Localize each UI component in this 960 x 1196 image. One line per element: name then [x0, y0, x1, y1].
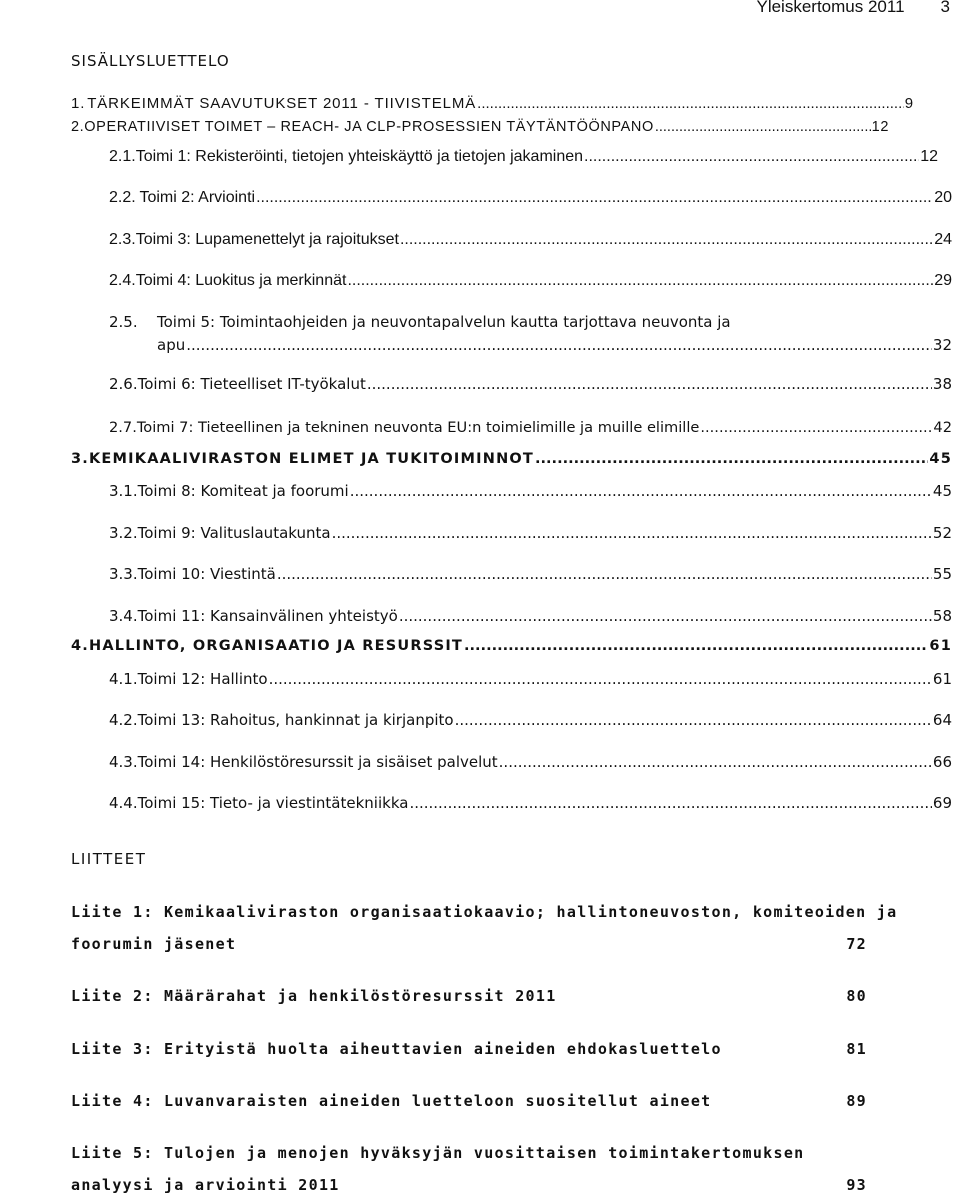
toc-number: 2. — [71, 119, 85, 135]
toc-text: TÄRKEIMMÄT SAAVUTUKSET 2011 - TIIVISTELMÄ — [87, 95, 477, 112]
toc-page: 45 — [932, 482, 952, 500]
appendix-5-line2[interactable]: analyysi ja arviointi 2011 — [71, 1176, 340, 1194]
toc-page: 61 — [932, 670, 952, 688]
toc-page: 24 — [934, 231, 952, 248]
toc-number: 3.4. — [109, 607, 138, 625]
toc-leader — [464, 638, 928, 654]
toc-page: 45 — [929, 451, 952, 467]
appendix-2-page: 80 — [846, 987, 867, 1005]
toc-text: HALLINTO, ORGANISAATIO JA RESURSSIT — [89, 638, 464, 654]
toc-leader — [655, 119, 871, 135]
toc-leader — [347, 272, 933, 290]
toc-leader — [269, 670, 932, 688]
toc-page: 38 — [932, 375, 952, 393]
toc-leader — [332, 524, 932, 542]
toc-text: Toimi 11: Kansainvälinen yhteistyö — [137, 607, 398, 625]
toc-entry-3-1[interactable] — [109, 482, 952, 500]
toc-page: 64 — [932, 711, 952, 729]
toc-number: 2.3. — [109, 231, 136, 248]
appendix-5-line1[interactable]: Liite 5: Tulojen ja menojen hyväksyjän vuosittaisen toimintakertomuksen — [71, 1144, 805, 1162]
toc-page: 66 — [932, 753, 952, 771]
toc-leader — [186, 336, 932, 354]
toc-leader — [700, 419, 932, 436]
toc-entry-2-7[interactable] — [109, 419, 952, 436]
toc-page: 42 — [933, 419, 952, 436]
appendix-3[interactable]: Liite 3: Erityistä huolta aiheuttavien aineiden ehdokasluettelo — [71, 1040, 722, 1058]
toc-entry-4-2[interactable] — [109, 711, 952, 729]
toc-text: Toimi 14: Henkilöstöresurssit ja sisäiset palvelut — [137, 753, 498, 771]
toc-entry-4-1[interactable] — [109, 670, 952, 688]
toc-page: 52 — [932, 524, 952, 542]
toc-number: 2.5. — [109, 313, 138, 331]
toc-page: 20 — [934, 189, 952, 206]
toc-entry-3-3[interactable] — [109, 565, 952, 583]
toc-text: Toimi 2: Arviointi — [139, 189, 256, 206]
toc-entry-2-4[interactable] — [109, 272, 952, 290]
toc-number: 2.2. — [109, 189, 136, 206]
toc-entry-4-3[interactable] — [109, 753, 952, 771]
toc-leader — [350, 482, 932, 500]
toc-entry-2-2[interactable] — [109, 189, 952, 207]
toc-text: Toimi 1: Rekisteröinti, tietojen yhteiskäyttö ja tietojen jakaminen — [135, 148, 584, 165]
toc-text: Toimi 7: Tieteellinen ja tekninen neuvonta EU:n toimielimille ja muille elimille — [136, 419, 700, 436]
toc-text: Toimi 15: Tieto- ja viestintätekniikka — [137, 794, 409, 812]
toc-leader — [277, 565, 932, 583]
toc-text: OPERATIIVISET TOIMET – REACH- JA CLP-PROSESSIEN TÄYTÄNTÖÖNPANO — [84, 119, 654, 135]
toc-number: 3. — [71, 451, 89, 467]
toc-page: 58 — [932, 607, 952, 625]
toc-entry-3-2[interactable] — [109, 524, 952, 542]
page-header — [756, 0, 950, 17]
toc-title: SISÄLLYSLUETTELO — [71, 52, 230, 70]
toc-number: 3.3. — [109, 565, 138, 583]
toc-number: 2.6. — [109, 375, 138, 393]
toc-number: 4.3. — [109, 753, 138, 771]
toc-text: apu — [157, 336, 186, 354]
toc-entry-2-5-cont[interactable] — [157, 336, 952, 354]
toc-text: Toimi 5: Toimintaohjeiden ja neuvontapalvelun kautta tarjottava neuvonta ja — [157, 313, 731, 331]
appendix-1-line2[interactable]: foorumin jäsenet — [71, 935, 237, 953]
appendix-3-page: 81 — [846, 1040, 867, 1058]
toc-number: 4.1. — [109, 670, 138, 688]
toc-text: KEMIKAALIVIRASTON ELIMET JA TUKITOIMINNOT — [89, 451, 535, 467]
toc-text: Toimi 9: Valituslautakunta — [137, 524, 331, 542]
toc-leader — [477, 95, 904, 112]
toc-page: 61 — [929, 638, 952, 654]
appendix-4-page: 89 — [846, 1092, 867, 1110]
toc-entry-2-1[interactable] — [109, 148, 938, 166]
toc-entry-3[interactable] — [71, 451, 952, 467]
toc-leader — [535, 451, 928, 467]
toc-page: 32 — [932, 336, 952, 354]
toc-leader — [584, 148, 919, 166]
toc-leader — [409, 794, 931, 812]
toc-text: Toimi 8: Komiteat ja foorumi — [137, 482, 349, 500]
toc-entry-4[interactable] — [71, 638, 952, 654]
toc-page: 9 — [904, 95, 914, 112]
toc-page: 12 — [871, 119, 889, 135]
toc-entry-3-4[interactable] — [109, 607, 952, 625]
toc-leader — [400, 231, 933, 249]
toc-number: 3.1. — [109, 482, 138, 500]
toc-page: 12 — [920, 148, 938, 165]
toc-entry-1[interactable] — [71, 95, 914, 112]
toc-entry-4-4[interactable] — [109, 794, 952, 812]
toc-entry-2-3[interactable] — [109, 231, 952, 249]
toc-text: Toimi 12: Hallinto — [137, 670, 268, 688]
toc-number: 4. — [71, 638, 89, 654]
toc-number: 2.7. — [109, 419, 137, 436]
toc-entry-2-6[interactable] — [109, 375, 952, 393]
toc-number: 4.2. — [109, 711, 138, 729]
toc-text: Toimi 3: Lupamenettelyt ja rajoitukset — [135, 231, 399, 248]
appendix-4[interactable]: Liite 4: Luvanvaraisten aineiden luetteloon suositellut aineet — [71, 1092, 712, 1110]
toc-leader — [455, 711, 932, 729]
toc-text: Toimi 4: Luokitus ja merkinnät — [135, 272, 347, 289]
toc-number: 3.2. — [109, 524, 138, 542]
toc-number: 2.1. — [109, 148, 136, 165]
page-number: 3 — [940, 0, 950, 16]
toc-text: Toimi 10: Viestintä — [137, 565, 276, 583]
toc-leader — [399, 607, 932, 625]
toc-leader — [499, 753, 932, 771]
toc-text: Toimi 13: Rahoitus, hankinnat ja kirjanpito — [137, 711, 454, 729]
toc-number: 2.4. — [109, 272, 136, 289]
toc-entry-2[interactable] — [71, 119, 889, 135]
appendix-heading: LIITTEET — [71, 850, 147, 868]
appendix-1-line1[interactable]: Liite 1: Kemikaaliviraston organisaatiokaavio; hallintoneuvoston, komiteoiden ja — [71, 903, 898, 921]
toc-page: 69 — [932, 794, 952, 812]
document-title: Yleiskertomus 2011 — [756, 0, 905, 16]
toc-text: Toimi 6: Tieteelliset IT-työkalut — [137, 375, 366, 393]
appendix-2[interactable]: Liite 2: Määrärahat ja henkilöstöresurssit 2011 — [71, 987, 557, 1005]
appendix-5-page: 93 — [846, 1176, 867, 1194]
toc-leader — [367, 375, 932, 393]
appendix-1-page: 72 — [846, 935, 867, 953]
toc-number: 4.4. — [109, 794, 138, 812]
toc-entry-2-5[interactable] — [109, 313, 731, 331]
toc-page: 29 — [934, 272, 952, 289]
toc-leader — [256, 189, 933, 207]
toc-page: 55 — [932, 565, 952, 583]
toc-number: 1. — [71, 95, 86, 112]
